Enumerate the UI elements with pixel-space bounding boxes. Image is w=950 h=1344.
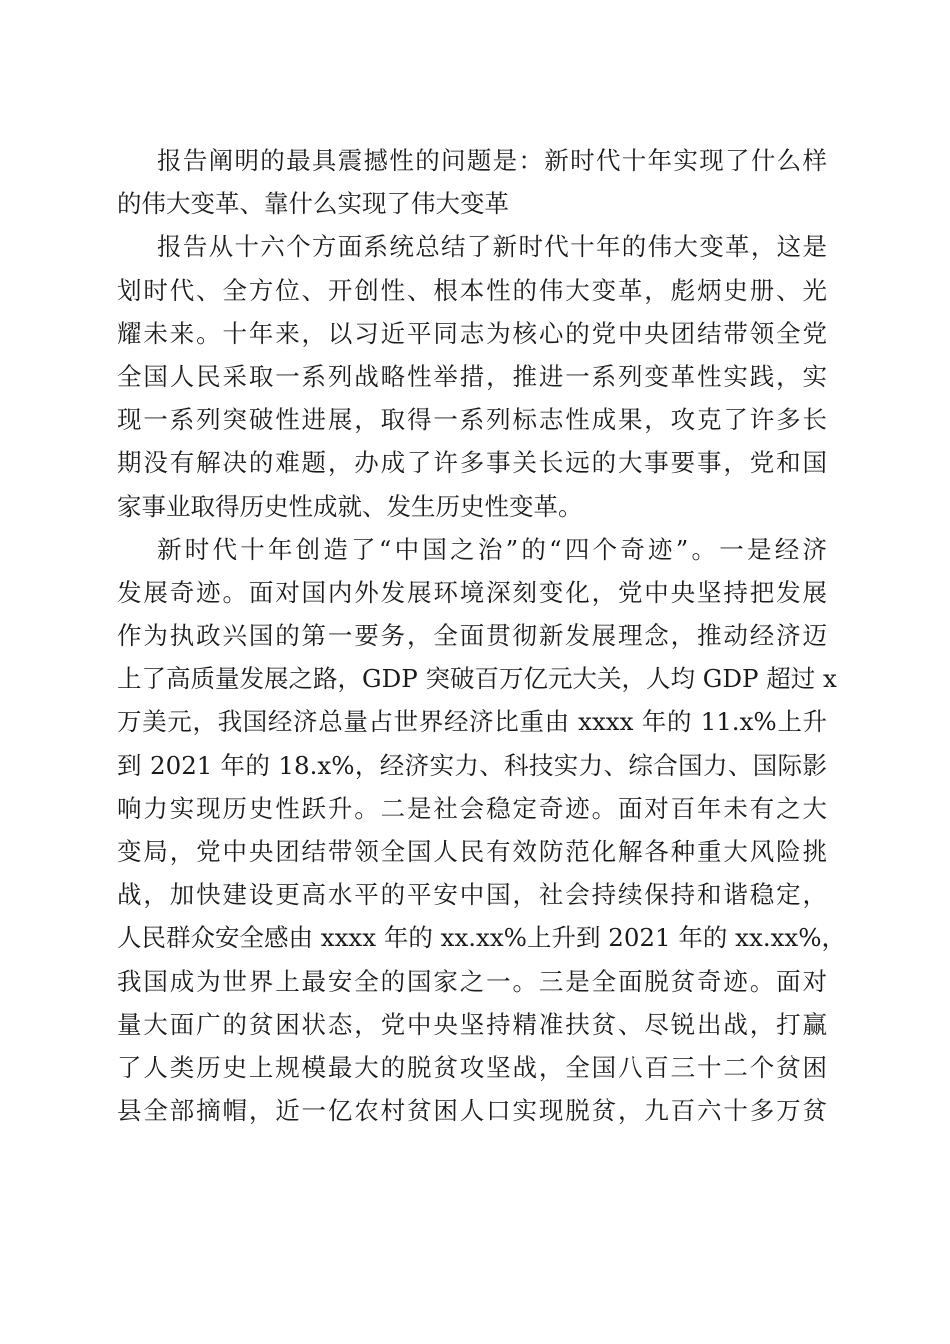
text-line: 我国成为世界上最安全的国家之一。三是全面脱贫奇迹。面对 [117,966,827,996]
text-line: 发展奇迹。面对国内外发展环境深刻变化，党中央坚持把发展 [117,577,827,607]
text-line: 到 2021 年的 18.x%，经济实力、科技实力、综合国力、国际影 [117,750,827,780]
text-line: 报告从十六个方面系统总结了新时代十年的伟大变革，这是 [157,232,827,262]
text-line: 新时代十年创造了“中国之治”的“四个奇迹”。一是经济 [157,534,827,564]
text-line: 全国人民采取一系列战略性举措，推进一系列变革性实践，实 [117,361,827,391]
paragraph-3 [117,528,847,1133]
text-line: 变局，党中央团结带领全国人民有效防范化解各种重大风险挑 [117,837,827,866]
text-line: 响力实现历史性跃升。二是社会稳定奇迹。面对百年未有之大 [117,793,827,823]
text-line: 量大面广的贫困状态，党中央坚持精准扶贫、尽锐出战，打赢 [117,1009,827,1039]
text-line: 期没有解决的难题，办成了许多事关长远的大事要事，党和国 [117,448,827,478]
text-line: 报告阐明的最具震撼性的问题是：新时代十年实现了什么样 [157,146,827,175]
paragraph-2 [117,225,827,527]
text-line: 人民群众安全感由 xxxx 年的 xx.xx%上升到 2021 年的 xx.xx%， [117,923,847,953]
text-line: 上了高质量发展之路，GDP 突破百万亿元大关，人均 GDP 超过 x [117,664,837,694]
text-line: 万美元，我国经济总量占世界经济比重由 xxxx 年的 11.x%上升 [117,707,827,737]
text-line: 家事业取得历史性成就、发生历史性变革。 [117,491,583,521]
text-line: 现一系列突破性进展，取得一系列标志性成果，攻克了许多长 [117,405,827,435]
text-line: 的伟大变革、靠什么实现了伟大变革 [117,189,509,219]
text-line: 划时代、全方位、开创性、根本性的伟大变革，彪炳史册、光 [117,275,827,305]
text-line: 县全部摘帽，近一亿农村贫困人口实现脱贫，九百六十多万贫 [117,1096,827,1126]
paragraph-1 [117,139,827,225]
text-line: 耀未来。十年来，以习近平同志为核心的党中央团结带领全党 [117,318,827,348]
text-line: 战，加快建设更高水平的平安中国，社会持续保持和谐稳定， [117,880,827,910]
text-line: 作为执政兴国的第一要务，全面贯彻新发展理念，推动经济迈 [117,621,827,651]
body-text [117,139,847,1132]
text-line: 了人类历史上规模最大的脱贫攻坚战，全国八百三十二个贫困 [117,1052,827,1082]
